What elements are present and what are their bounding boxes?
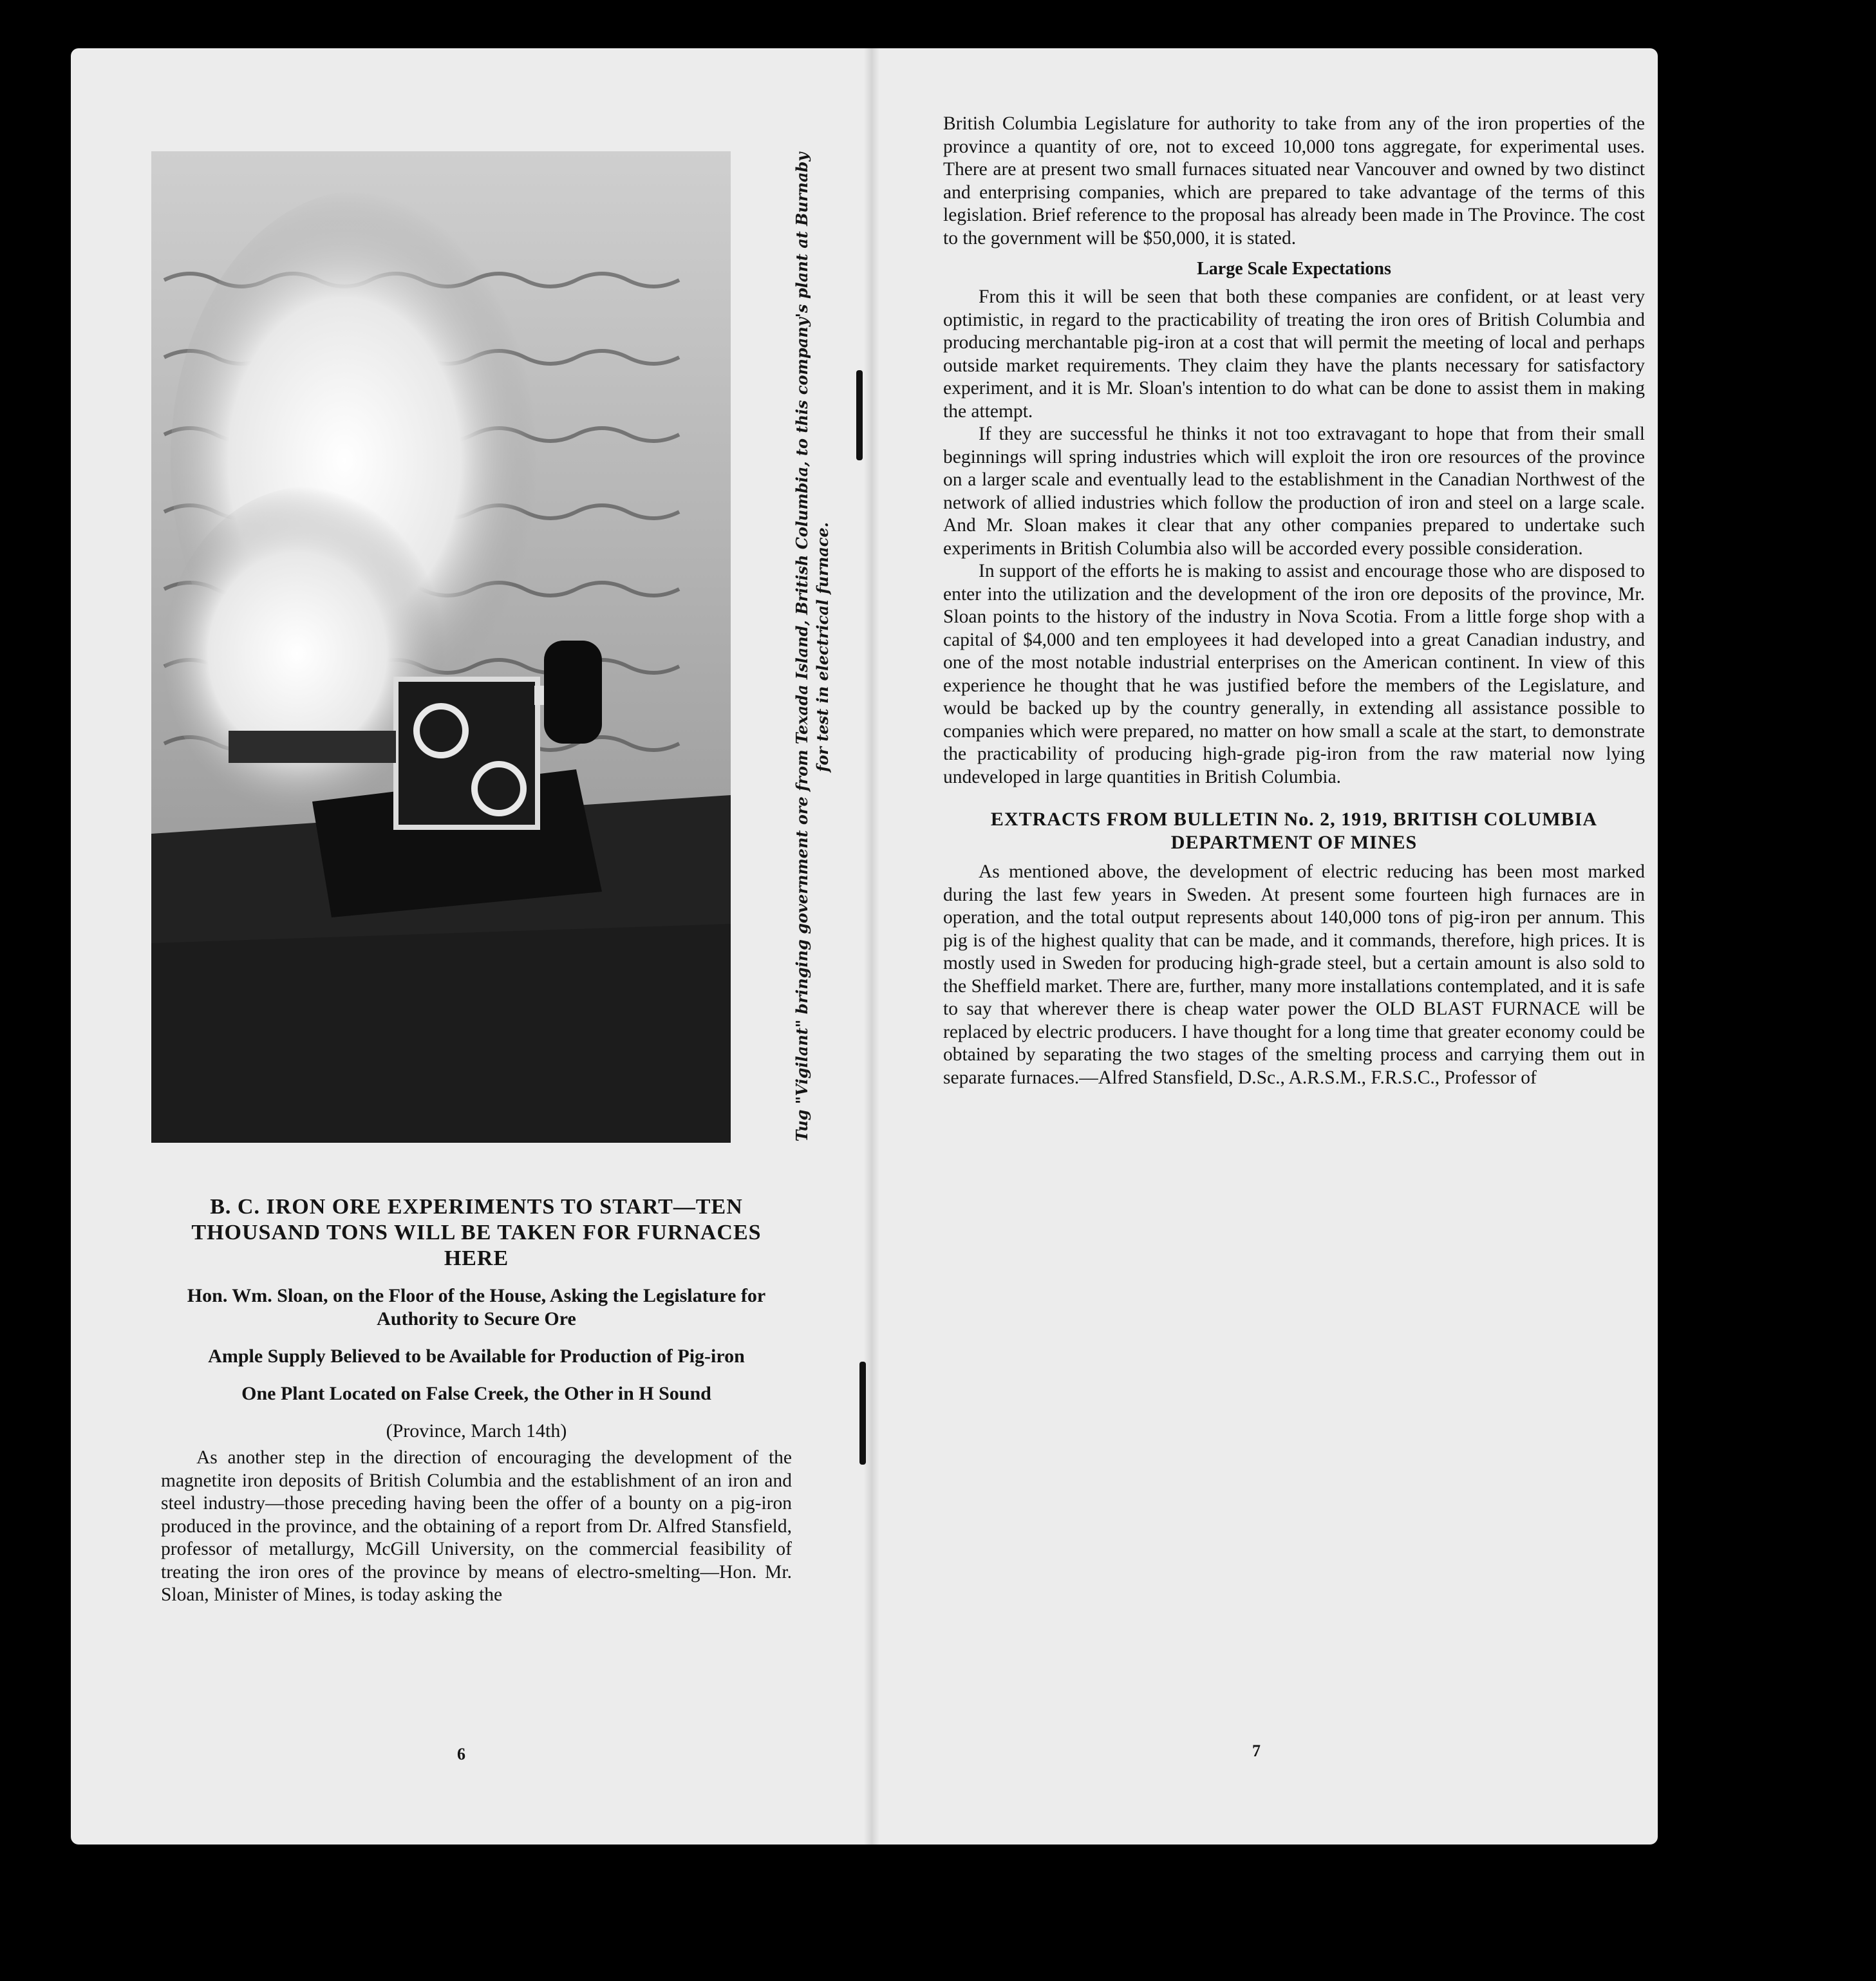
photo-caption: Tug "Vigilant" bringing government ore from Texada Island, British Columbia, to this company's plant at Burnaby for test in electrical furnace. [793, 152, 832, 1142]
article-deck-1: Hon. Wm. Sloan, on the Floor of the House, Asking the Legislature for Authority to Secure Ore [187, 1285, 766, 1329]
paragraph-2: From this it will be seen that both these companies are confident, or at least very optimistic, in regard to the practicability of treating the iron ores of British Columbia and producing merchantable pig-iron at a cost that will permit the meeting of local and perhaps outside market requirements. They claim they have the plants necessary for satisfactory experiment, and it is Mr. Sloan's intention to do what can be done to assist them in making the attempt. [943, 286, 1645, 422]
paragraph-1: As another step in the direction of encouraging the development of the magnetite iron deposits of British Columbia and the establishment of an iron and steel industry—those preceding having been the offer of a bounty on a pig-iron produced in the province, and the obtaining of a report from Dr. Alfred Stansfield, professor of metallurgy, McGill University, on the commercial feasibility of treating the iron ores of the province by means of electro-smelting—Hon. Mr. Sloan, Minister of Mines, is today asking the [161, 1447, 792, 1605]
page-number-right: 7 [1252, 1742, 1261, 1760]
tug-photograph [151, 151, 731, 1143]
article-deck-2: Ample Supply Believed to be Available for Production of Pig-iron [208, 1346, 745, 1367]
binding-clip-top [856, 370, 863, 460]
binding-clip-bottom [859, 1362, 866, 1465]
left-page-article [161, 1194, 792, 1607]
section-head-extracts: EXTRACTS FROM BULLETIN No. 2, 1919, BRITISH COLUMBIA DEPARTMENT OF MINES [990, 809, 1598, 853]
center-fold [864, 48, 879, 1845]
subhead-large-scale: Large Scale Expectations [1197, 259, 1391, 279]
booklet-spread [71, 48, 1658, 1845]
page-number-left: 6 [457, 1745, 465, 1763]
dateline: (Province, March 14th) [386, 1420, 567, 1441]
article-deck-3: One Plant Located on False Creek, the Other in H Sound [241, 1383, 711, 1404]
article-headline: B. C. IRON ORE EXPERIMENTS TO START—TEN THOUSAND TONS WILL BE TAKEN FOR FURNACES HERE [191, 1195, 762, 1270]
paragraph-3: If they are successful he thinks it not too extravagant to hope that from their small beginnings will spring industries which will exploit the iron ore resources of the province on a larger scale and eventually lead to the establishment in the Canadian Northwest of the network of allied industries which follow the production of iron and steel on a large scale. And Mr. Sloan makes it clear that any other companies prepared to undertake such experiments in British Columbia also will be accorded every possible consideration. [943, 424, 1645, 559]
right-page-article [943, 113, 1645, 1089]
photo-illustration [151, 151, 731, 1143]
paragraph-continued: British Columbia Legislature for authority to take from any of the iron properties of the province a quantity of ore, not to exceed 10,000 tons aggregate, for experimental uses. There are at present two small furnaces situated near Vancouver and owned by two distinct and enterprising companies, which are prepared to take advantage of the terms of this legislation. Brief reference to the proposal has already been made in The Province. The cost to the government will be $50,000, it is stated. [943, 113, 1645, 249]
paragraph-5: As mentioned above, the development of electric reducing has been most marked during the last few years in Sweden. At present some fourteen high furnaces are in operation, and the total output represents about 140,000 tons of pig-iron per annum. This pig is of the highest quality that can be made, and it commands, therefore, high prices. It is mostly used in Sweden for producing high-grade steel, but a certain amount is also sold to the Sheffield market. There are, further, many more installations contemplated, and it is safe to say that wherever there is cheap water power the OLD BLAST FURNACE will be replaced by electric producers. I have thought for a long time that greater economy could be obtained by separating the two stages of the smelting process and carrying them out in separate furnaces.—Alfred Stansfield, D.Sc., A.R.S.M., F.R.S.C., Professor of [943, 861, 1645, 1088]
paragraph-4: In support of the efforts he is making to assist and encourage those who are disposed to enter into the utilization and the development of the iron ore deposits of the province, Mr. Sloan points to the history of the industry in Nova Scotia. From a little forge shop with a capital of $4,000 and ten employees it had developed into a great Canadian industry, and one of the most notable industrial enterprises on the American continent. In view of this experience he thought that he was justified before the members of the Legislature, and would be backed up by the country generally, in extending all assistance possible to companies which were prepared, no matter on how small a scale at the start, to demonstrate the practicability of producing high-grade pig-iron from the raw material now lying undeveloped in large quantities in British Columbia. [943, 561, 1645, 787]
